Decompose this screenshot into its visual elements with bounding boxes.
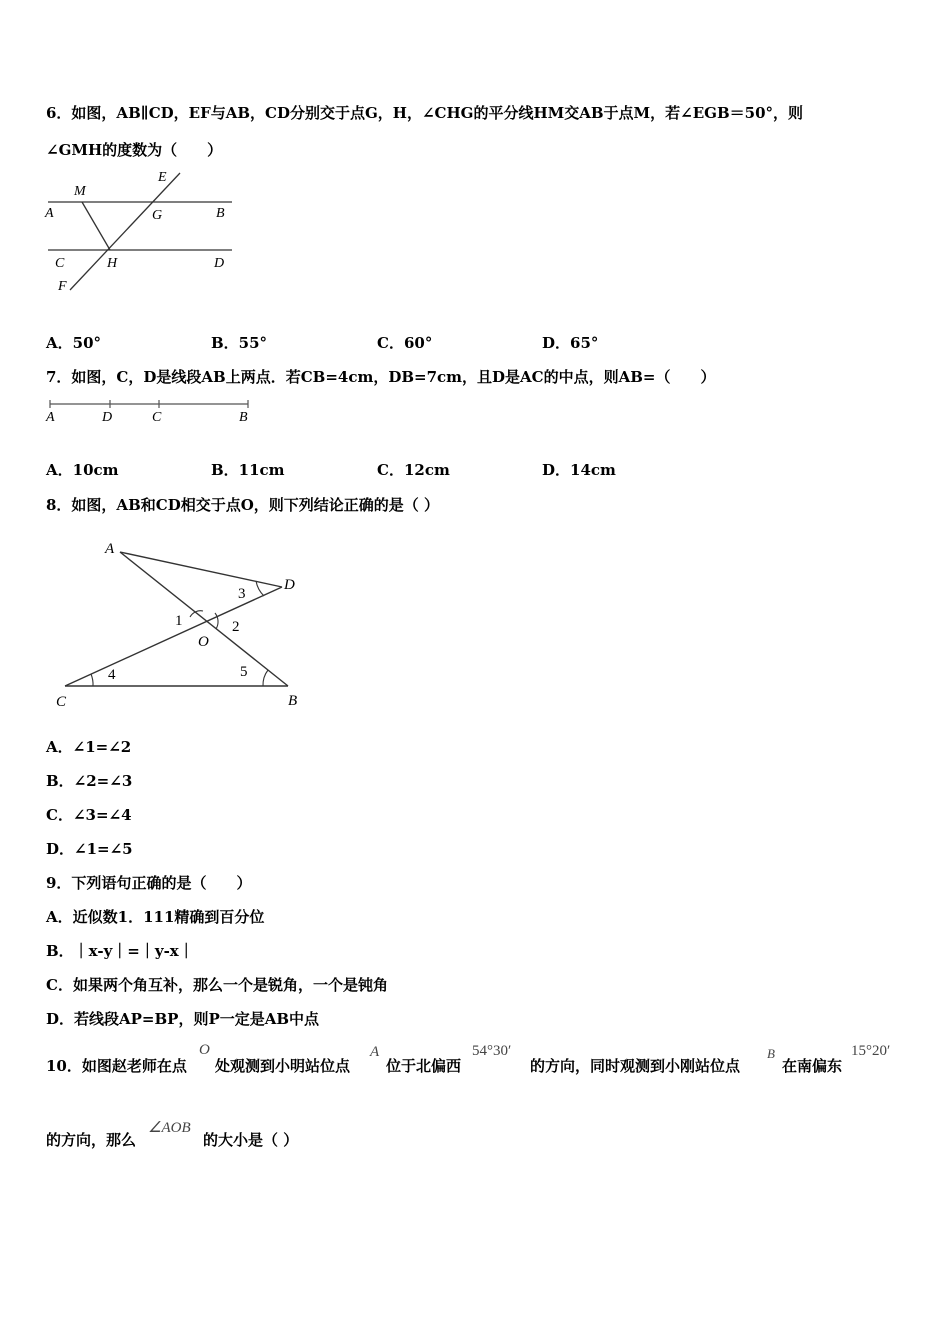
q8-angle-5: 5 <box>240 664 248 680</box>
q6-option-c: C．60° <box>377 334 433 352</box>
q6-label-E: E <box>158 170 167 185</box>
q6-option-b: B．55° <box>211 334 268 352</box>
q9-option-b: B．｜x-y｜=｜y-x｜ <box>46 942 194 960</box>
q6-label-B: B <box>216 206 225 221</box>
q10-part4: 的方向，同时观测到小刚站位点 <box>530 1057 741 1075</box>
q6-label-G: G <box>152 208 163 223</box>
q6-line1: 6．如图，AB∥CD，EF与AB，CD分别交于点G，H，∠CHG的平分线HM交AB于点M，若∠EGB＝50°，则 <box>46 104 804 122</box>
q6-label-A: A <box>45 206 54 221</box>
q9-text: 9．下列语句正确的是（ ） <box>46 874 252 892</box>
q6-label-C: C <box>55 256 65 271</box>
q7-option-b: B．11cm <box>211 461 285 479</box>
q10-line2a: 的方向，那么 <box>46 1131 137 1149</box>
q10-part1: 10．如图赵老师在点 <box>46 1057 187 1075</box>
q8-text: 8．如图，AB和CD相交于点O，则下列结论正确的是（ ） <box>46 496 439 514</box>
q10-angle-2: 15°20′ <box>851 1043 891 1059</box>
q8-angle-4: 4 <box>108 667 116 683</box>
q10-point-a: A <box>370 1044 380 1060</box>
q6-figure <box>40 165 240 300</box>
q10-line2b: 的大小是（ ） <box>203 1131 299 1149</box>
q8-label-A: A <box>105 541 115 557</box>
q8-figure <box>50 535 310 715</box>
q10-part5: 在南偏东 <box>782 1057 843 1075</box>
q10-point-o: O <box>199 1042 210 1058</box>
q8-option-b: B．∠2=∠3 <box>46 772 133 790</box>
q6-label-H: H <box>107 256 118 271</box>
q10-part2: 处观测到小明站位点 <box>215 1057 351 1075</box>
q6-label-D: D <box>214 256 225 271</box>
q10-angle-name: ∠AOB <box>148 1120 191 1136</box>
q8-option-a: A．∠1=∠2 <box>46 738 132 756</box>
q10-part3: 位于北偏西 <box>386 1057 462 1075</box>
q8-option-c: C．∠3=∠4 <box>46 806 132 824</box>
q7-option-c: C．12cm <box>377 461 450 479</box>
q7-label-D: D <box>102 410 113 425</box>
q10-angle-1: 54°30′ <box>472 1043 512 1059</box>
q6-line2: ∠GMH的度数为（ ） <box>46 141 223 159</box>
q7-option-d: D．14cm <box>542 461 616 479</box>
q7-text: 7．如图，C，D是线段AB上两点．若CB=4cm，DB=7cm，且D是AC的中点，则AB=（ ） <box>46 368 716 386</box>
q8-label-B: B <box>288 693 298 709</box>
q8-angle-2: 2 <box>232 619 240 635</box>
q8-label-C: C <box>56 694 67 710</box>
q10-point-b: B <box>767 1046 775 1061</box>
q6-option-d: D．65° <box>542 334 599 352</box>
q8-option-d: D．∠1=∠5 <box>46 840 133 858</box>
q7-figure <box>44 396 259 426</box>
q8-label-D: D <box>284 577 295 593</box>
q9-option-d: D．若线段AP=BP，则P一定是AB中点 <box>46 1010 320 1028</box>
q9-option-c: C．如果两个角互补，那么一个是锐角，一个是钝角 <box>46 976 388 994</box>
q9-option-a: A．近似数1．111精确到百分位 <box>46 908 265 926</box>
q8-label-O: O <box>198 634 209 650</box>
q6-label-M: M <box>74 184 86 199</box>
q6-option-a: A．50° <box>46 334 102 352</box>
q8-angle-3: 3 <box>238 586 246 602</box>
q7-label-C: C <box>152 410 162 425</box>
q7-label-B: B <box>239 410 248 425</box>
q7-option-a: A．10cm <box>46 461 119 479</box>
q8-angle-1: 1 <box>175 613 183 629</box>
q6-label-F: F <box>58 279 67 294</box>
q7-label-A: A <box>46 410 55 425</box>
